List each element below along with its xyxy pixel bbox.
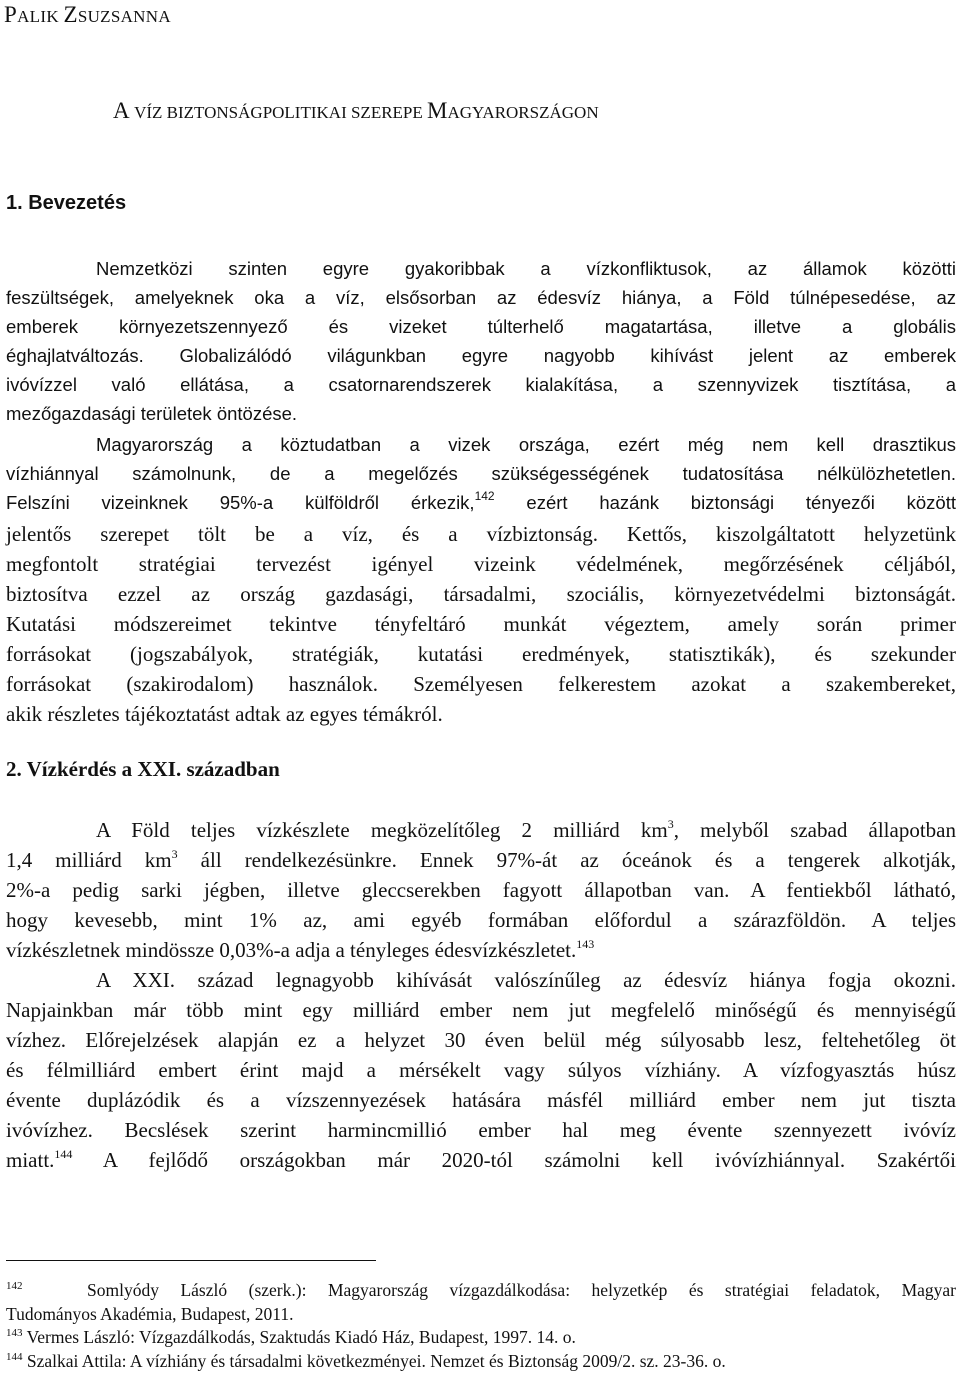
paragraph-line: forrásokat (szakirodalom) használok. Személyesen felkerestem azokat a szakembereket, [6, 672, 956, 696]
paragraph-line: A XXI. század legnagyobb kihívását valószínűleg az édesvíz hiánya fogja okozni. [96, 968, 956, 992]
paragraph-line: Nemzetközi szinten egyre gyakoribbak a vízkonfliktusok, az államok közötti [96, 258, 956, 279]
paragraph-line: hogy kevesebb, mint 1% az, ami egyéb formában előfordul a szárazföldön. A teljes [6, 908, 956, 932]
paragraph-line: biztosítva ezzel az ország gazdasági, társadalmi, szociális, környezetvédelmi biztonságát. [6, 582, 956, 606]
paragraph-line: évente duplázódik és a vízszennyezések hatására másfél milliárd ember nem jut tiszta [6, 1088, 956, 1112]
footnote-ref[interactable]: 142 [474, 489, 495, 503]
footnote-144: $^{144}$ Szalkai Attila: A vízhiány és társadalmi következményei. Nemzet és Biztonság 2009/2. sz. 23-36. o. [6, 1351, 726, 1371]
paragraph-line: 2%-a pedig sarki jégben, illetve gleccserekben fagyott állapotban van. A fentiekből látható, [6, 878, 956, 902]
paragraph-line: ivóvízzel való ellátása, a csatornarendszerek kialakítása, a szennyvizek tisztítása, a [6, 374, 956, 395]
paragraph-line: vízhez. Előrejelzések alapján ez a helyzet 30 éven belül még súlyosabb lesz, feltehetőleg öt [6, 1028, 956, 1052]
paragraph-line: 1,4 milliárd $km^3$ áll rendelkezésünkre. Ennek 97%-át az óceánok és a tengerek alkotják, [6, 847, 956, 872]
paragraph-line: emberek környezetszennyező és vizeket túlterhelő magatartása, illetve a globális [6, 316, 956, 337]
paragraph-line: és félmilliárd embert érint majd a mérsékelt vagy súlyos vízhiány. A vízfogyasztás húsz [6, 1058, 956, 1082]
paragraph-line: Kutatási módszereimet tekintve tényfeltáró munkát végeztem, amely során primer [6, 612, 956, 636]
paragraph-line: forrásokat (jogszabályok, stratégiák, kutatási eredmények, statisztikák), és szekunder [6, 642, 956, 666]
paragraph-line: Magyarország a köztudatban a vizek országa, ezért még nem kell drasztikus [96, 434, 956, 455]
paragraph-line: akik részletes tájékoztatást adtak az egyes témákról. [6, 702, 443, 726]
section-heading-1: 1. Bevezetés [6, 192, 127, 214]
section-heading-2: 2. Vízkérdés a XXI. században [6, 757, 280, 781]
paragraph-line: jelentős szerepet tölt be a víz, és a vízbiztonság. Kettős, kiszolgáltatott helyzetünk [6, 522, 956, 546]
paragraph-line: vízhiánnyal számolnunk, de a megelőzés szükségességének tudatosítása nélkülözhetetlen. [6, 463, 956, 484]
author-name: PALIK ZSUZSANNA [4, 2, 171, 27]
paragraph-line: feszültségek, amelyeknek oka a víz, elsősorban az édesvíz hiánya, a Föld túlnépesedése, az [6, 287, 956, 308]
footnote-ref[interactable]: 144 [54, 1147, 73, 1161]
paragraph-line: ivóvízhez. Becslések szerint harmincmillió ember hal meg évente szennyezett ivóvíz [6, 1118, 956, 1142]
paragraph-line: A Föld teljes vízkészlete megközelítőleg 2 milliárd $km^3$, melyből szabad állapotban [96, 817, 956, 842]
footnote-142: $^{142}$ Somlyódy László (szerk.): Magyarország vízgazdálkodása: helyzetkép és stratégiai feladatok, Magyar [6, 1280, 956, 1300]
paragraph-line: Felszíni vizeinknek 95%-a külföldről érkezik,$^{142}$ ezért hazánk biztonsági tényezői között [6, 489, 956, 513]
page-title: A VÍZ BIZTONSÁGPOLITIKAI SZEREPE MAGYARORSZÁGON [113, 98, 599, 123]
paragraph-line: megfontolt stratégiai tervezést igényel vizeink védelmének, megőrzésének céljából, [6, 552, 956, 576]
paragraph-line: éghajlatváltozás. Globalizálódó világunkban egyre nagyobb kihívást jelent az emberek [6, 345, 956, 366]
footnote-143: $^{143}$ Vermes László: Vízgazdálkodás, Szaktudás Kiadó Ház, Budapest, 1997. 14. o. [6, 1327, 576, 1347]
footnote-separator [6, 1260, 376, 1261]
footnote-ref[interactable]: 143 [576, 937, 595, 951]
footnote-142-cont: Tudományos Akadémia, Budapest, 2011. [6, 1304, 294, 1324]
paragraph-line: mezőgazdasági területek öntözése. [6, 403, 298, 424]
paragraph-line: Napjainkban már több mint egy milliárd ember nem jut megfelelő minőségű és mennyiségű [6, 998, 956, 1022]
paragraph-line: miatt.$^{144}$ A fejlődő országokban már 2020-tól számolni kell ivóvízhiánnyal. Szakértői [6, 1147, 956, 1172]
paragraph-line: vízkészletnek mindössze 0,03%-a adja a tényleges édesvízkészletet.$^{143}$ [6, 937, 595, 962]
